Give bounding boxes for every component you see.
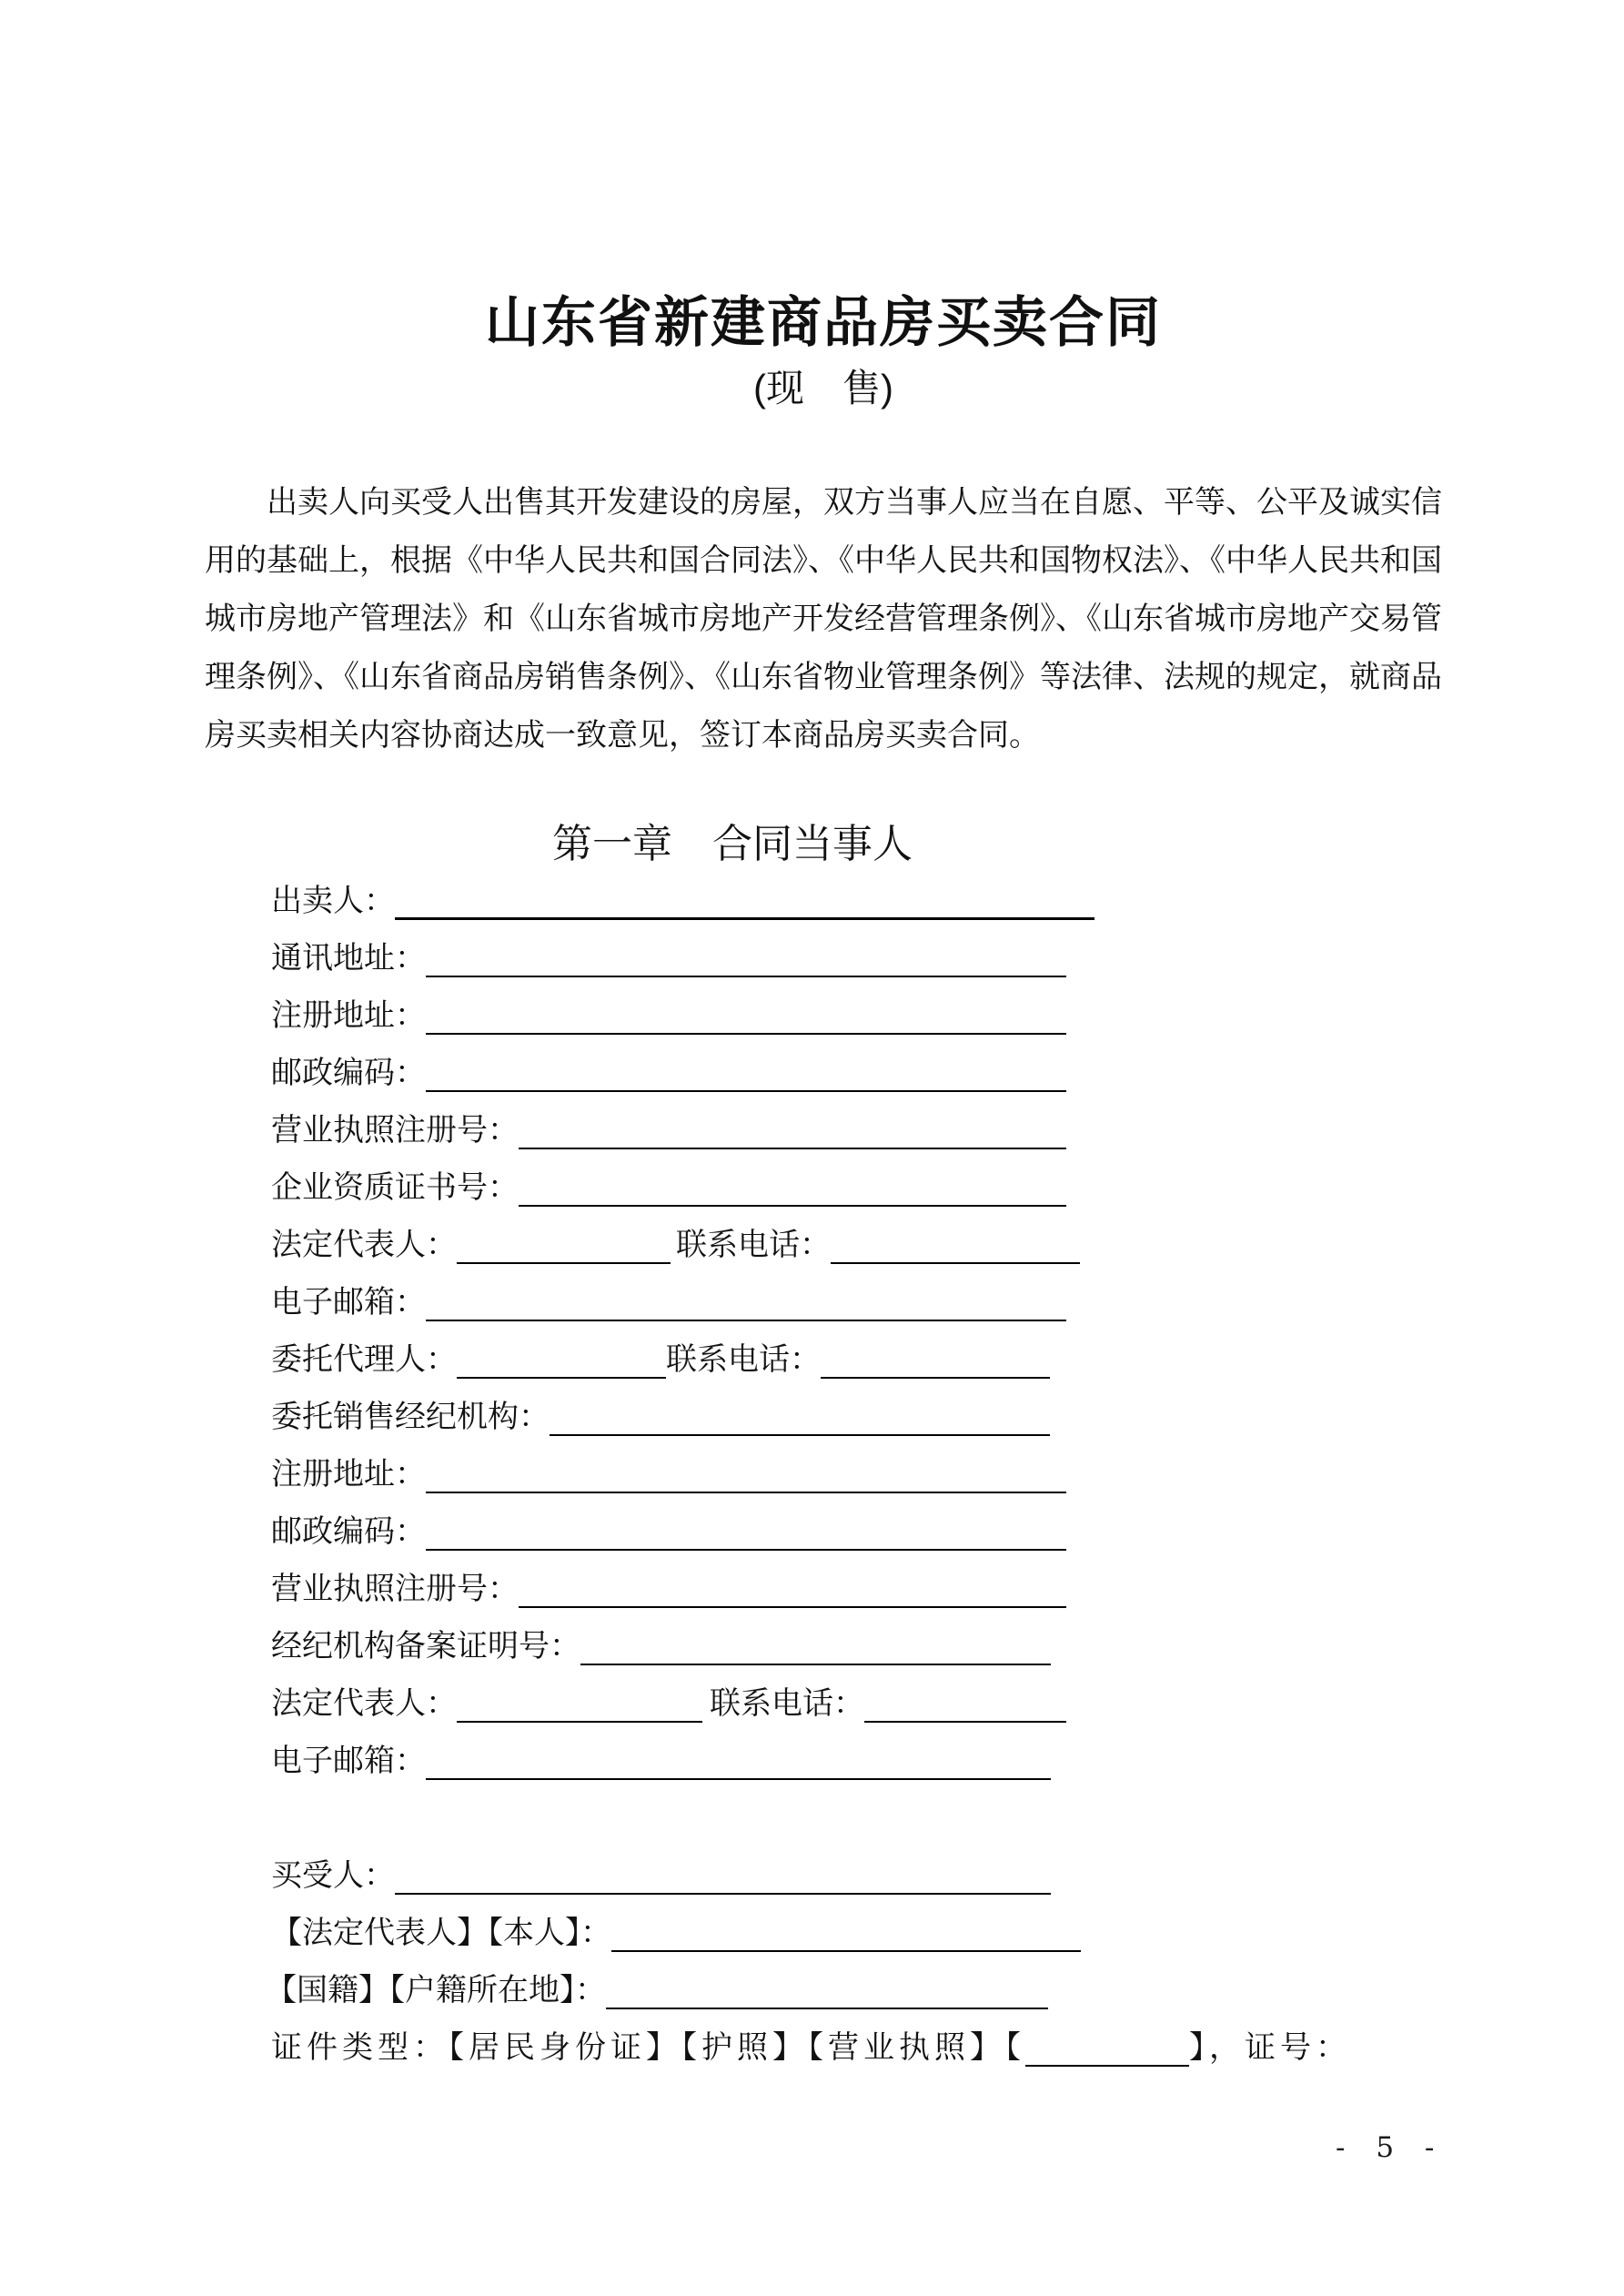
seller-mailing-address-label: 通讯地址： bbox=[271, 941, 426, 976]
seller-business-license-row bbox=[271, 1108, 1066, 1166]
buyer-name-label: 买受人： bbox=[271, 1858, 395, 1893]
brokerage-registered-address-blank bbox=[426, 1492, 1066, 1493]
brokerage-legal-representative-row bbox=[271, 1682, 1066, 1739]
intro-paragraph bbox=[205, 473, 1447, 764]
seller-email-blank bbox=[426, 1320, 1066, 1321]
brokerage-legal-representative-blank bbox=[457, 1721, 702, 1723]
seller-business-license-blank bbox=[519, 1148, 1066, 1149]
intro-line: 出卖人向买受人出售其开发建设的房屋，双方当事人应当在自愿、平等、公平及诚实信 bbox=[267, 485, 1442, 520]
brokerage-business-license-blank bbox=[519, 1606, 1066, 1608]
seller-qualification-certificate-blank bbox=[519, 1205, 1066, 1207]
intro-line: 用的基础上，根据《中华人民共和国合同法》、《中华人民共和国物权法》、《中华人民共和国 bbox=[205, 543, 1442, 578]
buyer-id-type-options-label: 证件类型：【居民身份证】【护照】【营业执照】【 bbox=[271, 2030, 1025, 2065]
buyer-nationality-row bbox=[266, 1968, 1048, 2026]
seller-entrusted-agent-blank bbox=[457, 1377, 666, 1379]
agent-contact-phone-label: 联系电话： bbox=[666, 1342, 821, 1377]
seller-registered-address-label: 注册地址： bbox=[271, 998, 426, 1033]
entrusted-brokerage-row bbox=[271, 1395, 1050, 1452]
entrusted-brokerage-blank bbox=[550, 1434, 1050, 1436]
page-title: 山东省新建商品房买卖合同 bbox=[485, 292, 1162, 353]
buyer-id-type-row bbox=[271, 2026, 1442, 2083]
brokerage-record-certificate-label: 经纪机构备案证明号： bbox=[271, 1629, 580, 1664]
seller-entrusted-agent-row bbox=[271, 1338, 1050, 1395]
brokerage-business-license-row bbox=[271, 1567, 1066, 1624]
brokerage-record-certificate-blank bbox=[580, 1664, 1051, 1665]
seller-name-blank bbox=[395, 917, 1094, 920]
buyer-name-row bbox=[271, 1854, 1051, 1911]
intro-line: 房买卖相关内容协商达成一致意见，签订本商品房买卖合同。 bbox=[205, 718, 1040, 753]
seller-name-row bbox=[271, 879, 1094, 936]
brokerage-registered-address-row bbox=[271, 1452, 1066, 1510]
buyer-legal-representative-label: 【法定代表人】【本人】： bbox=[271, 1916, 611, 1950]
brokerage-contact-phone-label: 联系电话： bbox=[710, 1686, 864, 1721]
seller-mailing-address-blank bbox=[426, 976, 1066, 977]
brokerage-postal-code-label: 邮政编码： bbox=[271, 1514, 426, 1549]
seller-legal-representative-row bbox=[271, 1223, 1080, 1280]
chapter-heading: 第一章 合同当事人 bbox=[552, 822, 913, 866]
page-number: - 5 - bbox=[1336, 2131, 1446, 2164]
page-subtitle: (现 售) bbox=[753, 367, 893, 410]
brokerage-email-label: 电子邮箱： bbox=[271, 1744, 426, 1778]
seller-business-license-label: 营业执照注册号： bbox=[271, 1113, 519, 1148]
seller-email-row bbox=[271, 1280, 1066, 1338]
seller-mailing-address-row bbox=[271, 936, 1066, 994]
brokerage-legal-representative-label: 法定代表人： bbox=[271, 1686, 457, 1721]
buyer-legal-representative-row bbox=[271, 1911, 1081, 1968]
seller-qualification-certificate-row bbox=[271, 1166, 1066, 1223]
seller-contact-phone-label: 联系电话： bbox=[676, 1228, 831, 1262]
seller-legal-representative-blank bbox=[457, 1262, 671, 1264]
parties-form bbox=[205, 879, 1442, 2083]
buyer-legal-representative-blank bbox=[611, 1950, 1081, 1952]
seller-registered-address-row bbox=[271, 994, 1066, 1051]
buyer-nationality-blank bbox=[606, 2008, 1048, 2009]
seller-entrusted-agent-label: 委托代理人： bbox=[271, 1342, 457, 1377]
seller-name-label: 出卖人： bbox=[271, 884, 395, 918]
seller-postal-code-label: 邮政编码： bbox=[271, 1056, 426, 1090]
brokerage-postal-code-blank bbox=[426, 1549, 1066, 1551]
brokerage-postal-code-row bbox=[271, 1510, 1066, 1567]
brokerage-business-license-label: 营业执照注册号： bbox=[271, 1572, 519, 1606]
seller-postal-code-row bbox=[271, 1051, 1066, 1108]
entrusted-brokerage-label: 委托销售经纪机构： bbox=[271, 1400, 550, 1434]
seller-legal-representative-label: 法定代表人： bbox=[271, 1228, 457, 1262]
seller-postal-code-blank bbox=[426, 1090, 1066, 1092]
buyer-nationality-label: 【国籍】【户籍所在地】： bbox=[266, 1973, 606, 2008]
intro-line: 理条例》、《山东省商品房销售条例》、《山东省物业管理条例》等法律、法规的规定，就商品 bbox=[205, 660, 1442, 694]
brokerage-email-blank bbox=[426, 1778, 1051, 1780]
buyer-name-blank bbox=[395, 1893, 1051, 1895]
intro-line: 城市房地产管理法》和《山东省城市房地产开发经营管理条例》、《山东省城市房地产交易管 bbox=[205, 602, 1442, 636]
seller-qualification-certificate-label: 企业资质证书号： bbox=[271, 1170, 519, 1205]
seller-contact-phone-blank bbox=[831, 1262, 1080, 1264]
brokerage-record-certificate-row bbox=[271, 1624, 1051, 1682]
buyer-id-type-other-blank bbox=[1025, 2065, 1189, 2067]
agent-contact-phone-blank bbox=[821, 1377, 1050, 1379]
seller-email-label: 电子邮箱： bbox=[271, 1285, 426, 1320]
brokerage-contact-phone-blank bbox=[864, 1721, 1066, 1723]
buyer-id-number-label: 】，证号： bbox=[1189, 2030, 1351, 2065]
seller-registered-address-blank bbox=[426, 1033, 1066, 1035]
brokerage-email-row bbox=[271, 1739, 1051, 1796]
brokerage-registered-address-label: 注册地址： bbox=[271, 1457, 426, 1492]
